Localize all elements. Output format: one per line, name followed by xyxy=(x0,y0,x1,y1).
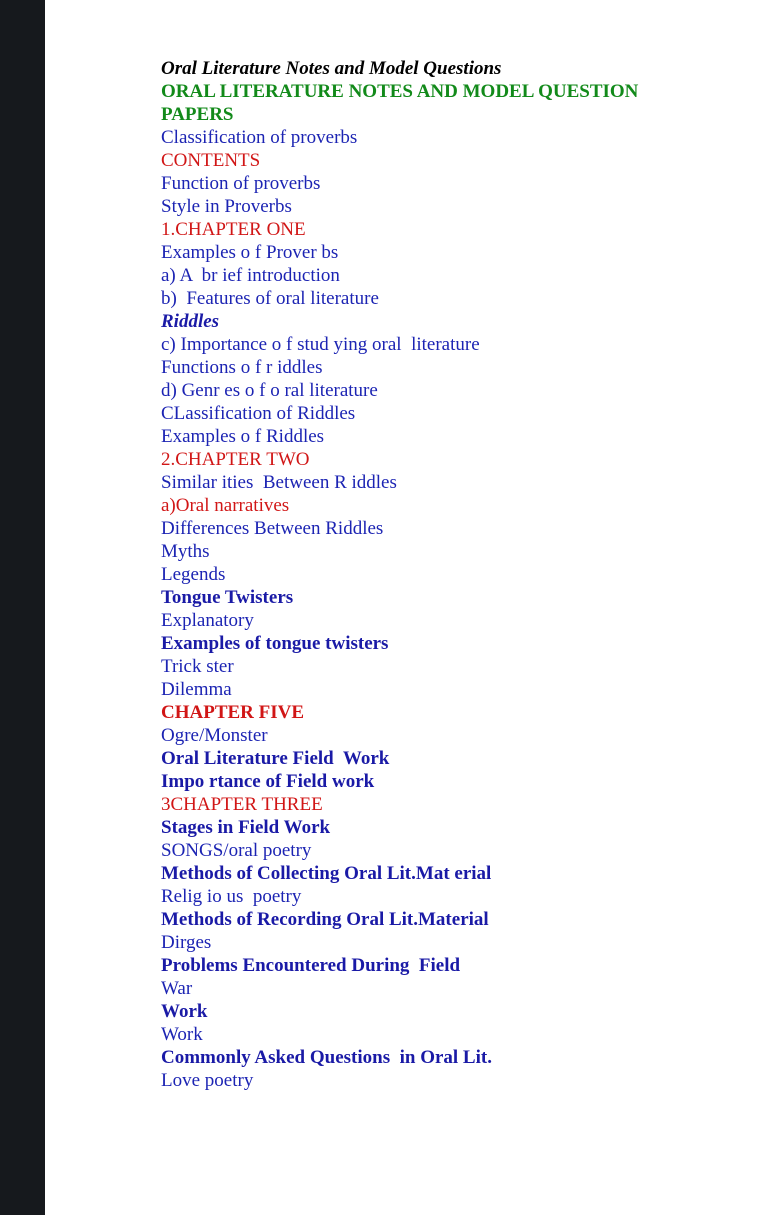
toc-line: Problems Encountered During Field xyxy=(161,955,461,976)
toc-line: Love poetry xyxy=(161,1070,254,1091)
toc-line: Stages in Field Work xyxy=(161,817,331,838)
document-title: Oral Literature Notes and Model Questions xyxy=(161,58,502,79)
toc-line: Dilemma xyxy=(161,679,232,700)
toc-line: CONTENTS xyxy=(161,150,261,171)
toc-line: Oral Literature Field Work xyxy=(161,748,390,769)
document-page xyxy=(161,57,681,1092)
toc-line: Similar ities Between R iddles xyxy=(161,472,397,493)
toc-line: Classification of proverbs xyxy=(161,127,358,148)
toc-line: a)Oral narratives xyxy=(161,495,290,516)
toc-line: Legends xyxy=(161,564,226,585)
toc-line: Functions o f r iddles xyxy=(161,357,323,378)
toc-line: 3CHAPTER THREE xyxy=(161,794,323,815)
toc-line: d) Genr es o f o ral literature xyxy=(161,380,378,401)
toc-line: Trick ster xyxy=(161,656,234,677)
toc-line: SONGS/oral poetry xyxy=(161,840,312,861)
toc-line: Function of proverbs xyxy=(161,173,321,194)
left-edge-bar xyxy=(0,0,45,1215)
toc-line: Impo rtance of Field work xyxy=(161,771,375,792)
toc-line: CHAPTER FIVE xyxy=(161,702,305,723)
toc-line: Differences Between Riddles xyxy=(161,518,384,539)
toc-line: b) Features of oral literature xyxy=(161,288,379,309)
toc-line: Work xyxy=(161,1001,208,1022)
toc-line: Methods of Recording Oral Lit.Material xyxy=(161,909,489,930)
toc-line: War xyxy=(161,978,193,999)
toc-line: Examples of tongue twisters xyxy=(161,633,389,654)
toc-line: Explanatory xyxy=(161,610,254,631)
toc-line: Dirges xyxy=(161,932,212,953)
toc-line: Style in Proverbs xyxy=(161,196,292,217)
toc-line: c) Importance o f stud ying oral literature xyxy=(161,334,480,355)
toc-line: Examples o f Prover bs xyxy=(161,242,339,263)
document-heading: ORAL LITERATURE NOTES AND MODEL QUESTION PAPERS xyxy=(161,81,639,125)
toc-line: a) A br ief introduction xyxy=(161,265,340,286)
toc-line: Tongue Twisters xyxy=(161,587,294,608)
toc-line: 1.CHAPTER ONE xyxy=(161,219,306,240)
toc-line: Riddles xyxy=(161,311,220,332)
toc-line: CLassification of Riddles xyxy=(161,403,356,424)
toc-line: Relig io us poetry xyxy=(161,886,302,907)
toc-line: Work xyxy=(161,1024,203,1045)
toc-line: Ogre/Monster xyxy=(161,725,268,746)
toc-line: Examples o f Riddles xyxy=(161,426,325,447)
toc-line: Myths xyxy=(161,541,210,562)
toc-line: 2.CHAPTER TWO xyxy=(161,449,310,470)
toc-line: Methods of Collecting Oral Lit.Mat erial xyxy=(161,863,492,884)
toc-line: Commonly Asked Questions in Oral Lit. xyxy=(161,1047,492,1068)
